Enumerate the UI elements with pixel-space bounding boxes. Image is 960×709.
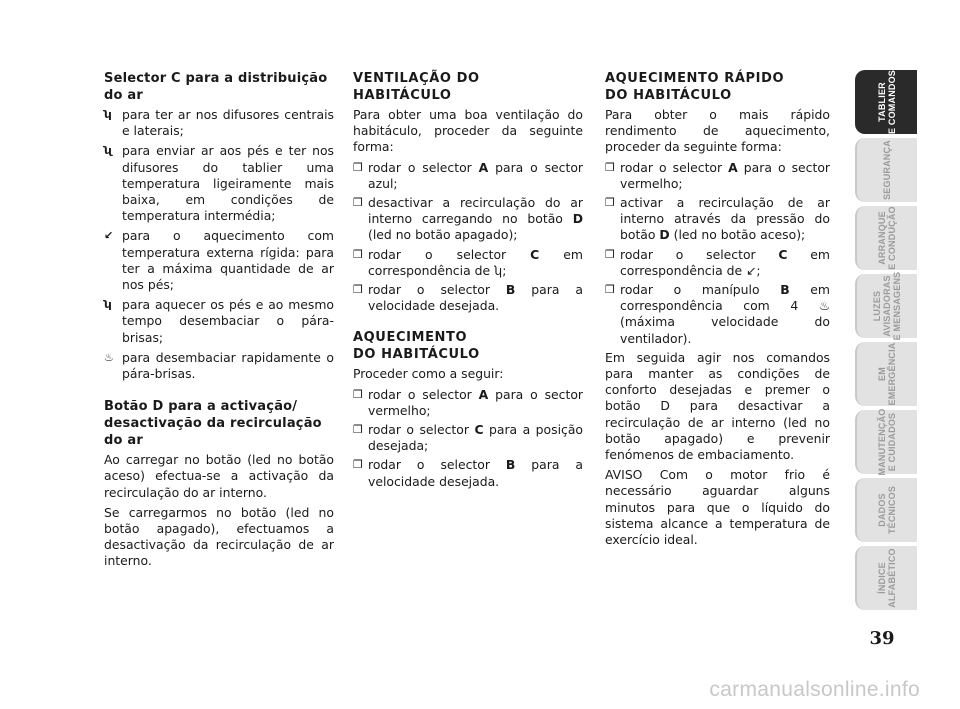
heading-botao-d-line1: Botão D para a activação/ bbox=[104, 399, 298, 415]
list-item-text: (led no botão aceso); bbox=[669, 227, 806, 243]
control-letter: A bbox=[478, 386, 489, 402]
checkbox-bullet-icon: ❒ bbox=[605, 247, 615, 261]
heading-aquecimento bbox=[353, 329, 583, 363]
section-tab[interactable] bbox=[855, 271, 917, 341]
column-1 bbox=[104, 70, 334, 574]
air-distribution-item bbox=[104, 228, 334, 293]
aquecimento-rapido-intro: Para obter o mais rápido rendimento de aquecimento, proceder da seguinte forma: bbox=[605, 107, 830, 155]
checkbox-bullet-icon: ❒ bbox=[605, 283, 615, 297]
list-item-text: rodar o manípulo bbox=[620, 282, 781, 298]
list-item-text: desactivar a recirculação do ar interno carregando no botão bbox=[368, 195, 583, 227]
list-item-text: em correspondência de ↙; bbox=[620, 246, 831, 278]
control-letter: A bbox=[728, 159, 738, 175]
heading-botao-d bbox=[104, 398, 334, 449]
list-item-text: rodar o selector bbox=[368, 159, 479, 175]
control-letter: D bbox=[572, 211, 583, 227]
air-distribution-text: para desembaciar rapidamente o pára-brisas. bbox=[122, 349, 334, 382]
section-tab[interactable] bbox=[855, 138, 917, 202]
list-item-text: rodar o selector bbox=[620, 159, 729, 175]
section-tabs bbox=[855, 70, 917, 614]
list-item bbox=[605, 195, 830, 244]
section-tab[interactable] bbox=[855, 206, 917, 270]
list-item-text: (led no botão apagado); bbox=[368, 227, 518, 243]
aquecimento-steps bbox=[353, 387, 583, 490]
list-item-text: para o sector vermelho; bbox=[620, 159, 830, 191]
list-item bbox=[353, 195, 583, 244]
section-tab[interactable] bbox=[855, 342, 917, 406]
list-item-text: rodar o selector bbox=[368, 246, 531, 262]
checkbox-bullet-icon: ❒ bbox=[605, 196, 615, 210]
control-letter: C bbox=[530, 246, 540, 262]
ventilacao-intro: Para obter uma boa ventilação do habitáculo, proceder da seguinte forma: bbox=[353, 107, 583, 155]
central-vents-icon: ʮ bbox=[104, 108, 112, 121]
list-item-text: rodar o selector bbox=[368, 386, 479, 402]
section-tab-label: LUZES AVISADORAS E MENSAGENS bbox=[872, 271, 902, 341]
control-letter: C bbox=[778, 246, 788, 262]
list-item bbox=[605, 247, 830, 279]
checkbox-bullet-icon: ❒ bbox=[353, 160, 363, 174]
list-item bbox=[605, 160, 830, 192]
heading-aquecimento-line1: AQUECIMENTO bbox=[353, 330, 468, 346]
feet-windscreen-icon: ʮ bbox=[104, 298, 112, 312]
feet-vents-mixed-icon: ʯ bbox=[104, 144, 113, 158]
list-item-text: para a posição desejada; bbox=[368, 422, 584, 454]
heading-selector-c: Selector C para a distribuição do ar bbox=[104, 71, 328, 103]
section-tab[interactable] bbox=[855, 478, 917, 542]
checkbox-bullet-icon: ❒ bbox=[353, 283, 363, 297]
list-item bbox=[353, 457, 583, 489]
paragraph-comandos: Em seguida agir nos comandos para manter as condições de conforto desejadas e premer o botão D para desactivar a recirculação de ar interno (led no botão apagado) e prevenir fenómenos de embaciamento. bbox=[605, 349, 830, 463]
windscreen-defrost-icon: ♨ bbox=[104, 350, 114, 364]
column-3 bbox=[605, 70, 830, 552]
control-letter: A bbox=[478, 159, 489, 175]
paragraph-deactivation: Se carregarmos no botão (led no botão apagado), efectuamos a desactivação da recirculação de ar interno. bbox=[104, 504, 334, 569]
list-item-text: em correspondência com 4 ♨ (máxima velocidade do ventilador). bbox=[620, 282, 830, 346]
list-item bbox=[353, 247, 583, 279]
page-number: 39 bbox=[869, 628, 895, 649]
list-item bbox=[605, 282, 830, 347]
list-item-text: para o sector azul; bbox=[368, 159, 583, 191]
list-item-text: rodar o selector bbox=[368, 457, 506, 473]
air-distribution-text: para aquecer os pés e ao mesmo tempo desembaciar o pára-brisas; bbox=[122, 297, 334, 345]
checkbox-bullet-icon: ❒ bbox=[353, 423, 363, 437]
section-tab-label: TABLIER E COMANDOS bbox=[877, 69, 897, 135]
aquecimento-intro: Proceder como a seguir: bbox=[353, 366, 504, 382]
checkbox-bullet-icon: ❒ bbox=[353, 387, 363, 401]
air-distribution-item bbox=[104, 350, 334, 382]
list-item bbox=[353, 387, 583, 419]
section-tab-label: DADOS TÉCNICOS bbox=[877, 485, 897, 535]
section-tab-label: MANUTENÇÃO E CUIDADOS bbox=[877, 408, 897, 476]
air-distribution-text: para ter ar nos difusores centrais e laterais; bbox=[122, 107, 334, 139]
section-tab-label: ARRANQUE E CONDUÇÃO bbox=[877, 206, 897, 270]
feet-vents-icon: ↙ bbox=[104, 229, 114, 243]
list-item-text: rodar o selector bbox=[368, 422, 475, 438]
heading-ventilacao: VENTILAÇÃO DO HABITÁCULO bbox=[353, 71, 480, 103]
control-letter: C bbox=[474, 422, 484, 438]
list-item-text: para o sector vermelho; bbox=[368, 386, 583, 418]
paragraph-activation: Ao carregar no botão (led no botão aceso) efectua-se a activação da recirculação do ar interno. bbox=[104, 452, 334, 500]
control-letter: D bbox=[659, 227, 670, 243]
paragraph-aviso: AVISO Com o motor frio é necessário aguardar alguns minutos para que o líquido do sistema alcance a temperatura de exercício ideal. bbox=[605, 467, 830, 548]
section-tab[interactable] bbox=[855, 546, 917, 610]
air-distribution-item bbox=[104, 143, 334, 224]
air-distribution-list bbox=[104, 107, 334, 382]
control-letter: B bbox=[505, 282, 516, 298]
air-distribution-item bbox=[104, 297, 334, 346]
aquecimento-rapido-steps bbox=[605, 160, 830, 347]
control-letter: B bbox=[780, 282, 790, 298]
heading-aquecimento-rapido-line2: DO HABITÁCULO bbox=[605, 88, 732, 103]
watermark: carmanualsonline.info bbox=[709, 678, 920, 701]
section-tab-label: EM EMERGÊNCIA bbox=[877, 342, 897, 406]
checkbox-bullet-icon: ❒ bbox=[353, 196, 363, 210]
section-tab[interactable] bbox=[855, 70, 917, 134]
list-item bbox=[353, 160, 583, 192]
list-item bbox=[353, 282, 583, 314]
list-item bbox=[353, 422, 583, 454]
heading-aquecimento-rapido-line1: AQUECIMENTO RÁPIDO bbox=[605, 71, 785, 86]
list-item-text: em correspondência de ʮ; bbox=[368, 246, 584, 278]
section-tab-label: ÍNDICE ALFABÉTICO bbox=[877, 548, 897, 608]
list-item-text: para a velocidade desejada. bbox=[368, 457, 583, 489]
air-distribution-text: para enviar ar aos pés e ter nos difusores do tablier uma temperatura ligeiramente mais baixa, em condições de temperatura intermédia; bbox=[122, 143, 334, 224]
section-tab[interactable] bbox=[855, 410, 917, 474]
air-distribution-item bbox=[104, 107, 334, 139]
checkbox-bullet-icon: ❒ bbox=[605, 160, 615, 174]
checkbox-bullet-icon: ❒ bbox=[353, 458, 363, 472]
section-tab-label: SEGURANÇA bbox=[882, 140, 892, 200]
control-letter: B bbox=[505, 457, 516, 473]
air-distribution-text: para o aquecimento com temperatura externa rígida: para ter a máxima quantidade de ar nos pés; bbox=[122, 228, 334, 293]
list-item-text: rodar o selector bbox=[368, 282, 506, 298]
column-2 bbox=[353, 70, 583, 493]
heading-aquecimento-rapido bbox=[605, 70, 830, 104]
heading-aquecimento-line2: DO HABITÁCULO bbox=[353, 347, 480, 363]
list-item-text: activar a recirculação de ar interno através da pressão do botão bbox=[620, 195, 830, 243]
heading-botao-d-line2: desactivação da recirculação do ar bbox=[104, 416, 322, 449]
list-item-text: para a velocidade desejada. bbox=[368, 282, 583, 314]
ventilacao-steps bbox=[353, 160, 583, 315]
list-item-text: rodar o selector bbox=[620, 246, 779, 262]
checkbox-bullet-icon: ❒ bbox=[353, 247, 363, 261]
